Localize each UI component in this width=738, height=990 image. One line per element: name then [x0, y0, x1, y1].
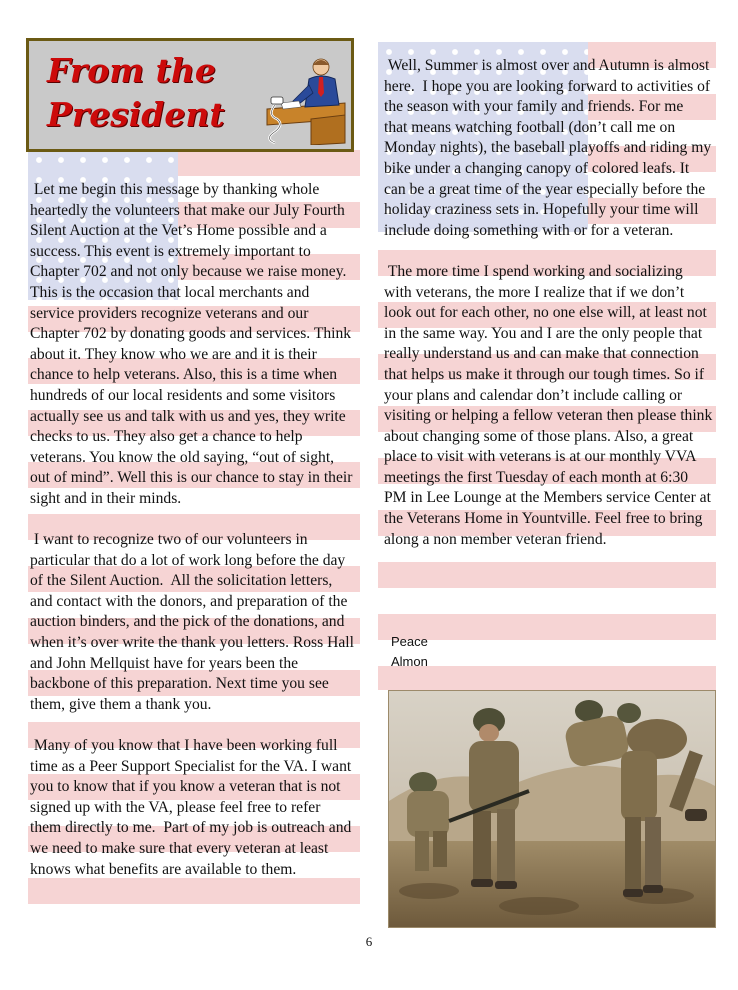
signoff	[391, 632, 428, 672]
header-title-line1: From the	[47, 51, 216, 90]
left-paragraph-1: Let me begin this message by thanking whole heartedly the volunteers that make our July Fourth Silent Auction at the Vet’s Home possible and a success. This event is extremely important to Chapter 702 and not only because we raise money. This is the occasion that local merchants and service providers recognize veterans and our Chapter 702 by donating goods and services. Think about it. They know who we are and it is their chance to help veterans. Also, this is a time when hundreds of our local residents and some visitors actually see us and talk with us and yes, they write checks to us. They also get a chance to help veterans. You know the old saying, “out of sight, out of mind”. Well this is our chance to stay in their sight and in their minds.	[30, 181, 357, 507]
header-box	[26, 38, 354, 152]
page-number: 6	[365, 934, 373, 949]
president-at-desk-illustration	[249, 49, 349, 145]
soldiers-photo	[388, 690, 716, 928]
signoff-name: Almon	[391, 654, 428, 669]
left-column-text	[30, 180, 358, 880]
left-paragraph-2: I want to recognize two of our volunteers in particular that do a lot of work long before the day of the Silent Auction. All the solicitation letters, and contact with the donors, and preparation of the auction binders, and the pick of the donations, and when it’s over write the thank you letters. Ross Hall and John Mellquist have for years been the backbone of this preparation. Next time you see them, give them a thank you.	[30, 531, 358, 713]
signoff-peace: Peace	[391, 634, 428, 649]
right-paragraph-2: The more time I spend working and socializing with veterans, the more I realize that if we don’t look out for each other, no one else will, at least not in the same way. You and I are the only people that really understand us and can make that connection that helps us make it through our tough times. So if your plans and calendar don’t include calling or visiting or helping a fellow veteran then please think about changing some of those plans. Also, a great place to visit with veterans is at our monthly VVA meetings the first Tuesday of each month at 6:30 PM in Lee Lounge at the Members service Center at the Veterans Home in Yountville. Feel free to bring along a non member veteran friend.	[384, 262, 717, 548]
left-paragraph-3: Many of you know that I have been working full time as a Peer Support Specialist for the VA. I want you to know that if you know a veteran that is not signed up with the VA, please feel free to refer them directly to me. Part of my job is outreach and we need to make sure that every veteran at least knows what benefits are available to them.	[30, 737, 356, 878]
header-title	[47, 49, 267, 137]
right-paragraph-1: Well, Summer is almost over and Autumn is almost here. I hope you are looking forward to activities of the season with your family and friends. For me that means watching football (don’t call me on Monday nights), the baseball playoffs and riding my bike under a changing canopy of colored leafs. It can be a great time of the year especially before the holiday craziness sets in. Hopefully your time will include doing something with or for a veteran.	[384, 57, 716, 239]
right-column-text	[384, 56, 717, 550]
header-title-line2: President	[47, 95, 225, 134]
